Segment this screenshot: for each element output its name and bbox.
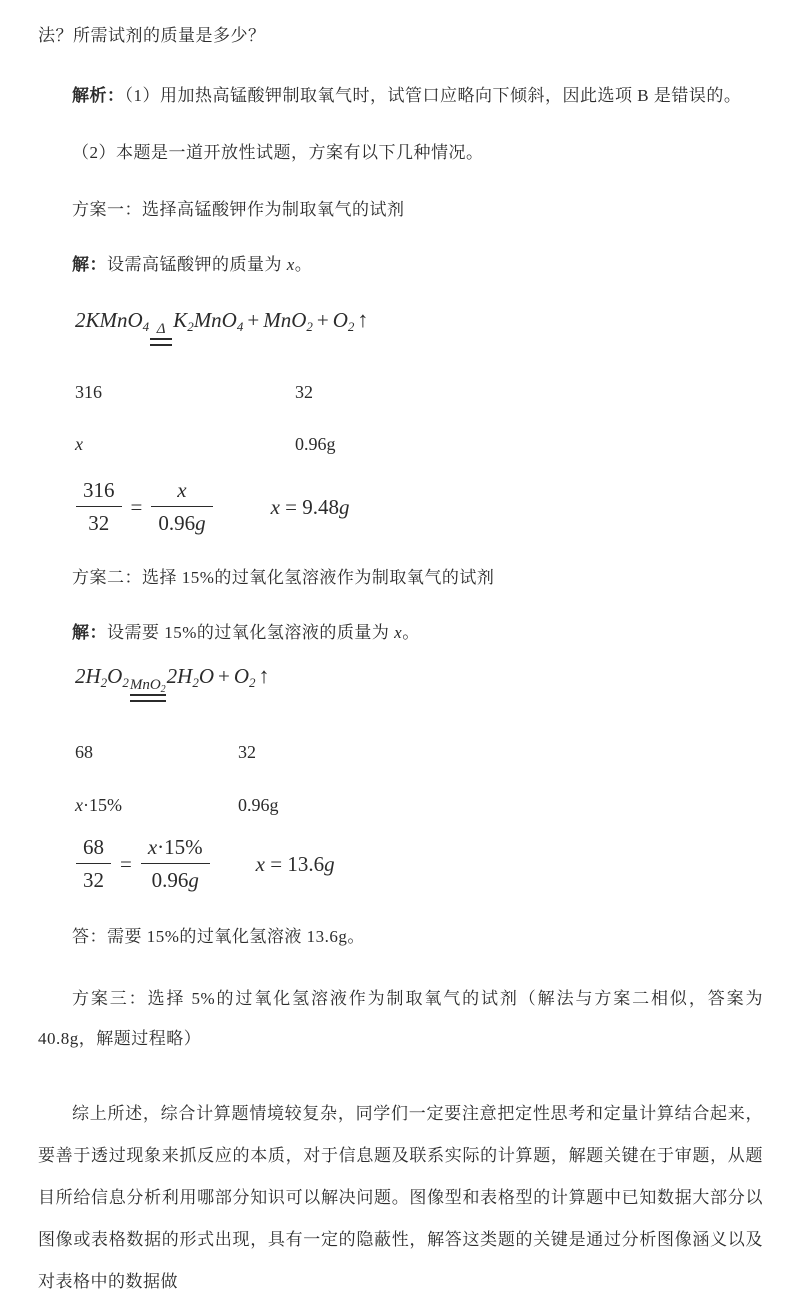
mass-unit: g xyxy=(195,511,206,535)
equals-bar xyxy=(130,694,166,702)
plan2-solve-line xyxy=(38,621,763,645)
equals-sign: = xyxy=(130,494,143,519)
eq1-product1b: MnO xyxy=(193,308,237,332)
fraction-numerator-x: x xyxy=(177,478,187,502)
fraction-denominator: 32 xyxy=(76,506,122,534)
answer-line: 答：需要 15%的过氧化氢溶液 13.6g。 xyxy=(72,927,365,946)
gas-up-arrow: ↑ xyxy=(258,663,270,688)
molar-mass-32: 32 xyxy=(295,382,313,402)
chemical-equation-kmno4 xyxy=(75,305,763,346)
eq1-reactant-subscript: 4 xyxy=(142,319,150,334)
fraction-denominator-mass xyxy=(151,506,212,534)
eq1-product3-sub: 2 xyxy=(347,319,355,334)
mass-value: 0.96 xyxy=(158,511,196,535)
summary-paragraph: 综上所述，综合计算题情境较复杂，同学们一定要注意把定性思考和定量计算结合起来，要善于透过现象来抓反应的本质，对于信息题及联系实际的计算题，解题关键在于审题，从题目所给信息分析利用哪部分知识可以解决问题。图像型和表格型的计算题中已知数据大部分以图像或表格数据的形式出现，具有一定的隐蔽性，解答这类题的关键是通过分析图像涵义以及对表格中的数据做 xyxy=(38,1104,763,1291)
result-unit: g xyxy=(339,494,350,519)
delta-condition: Δ xyxy=(156,321,166,337)
fraction-numerator-x15 xyxy=(141,837,210,863)
eq1-product1-sub2: 4 xyxy=(236,319,244,334)
eq2-reactant-o: O xyxy=(107,664,123,688)
plan1-solve-line xyxy=(38,253,763,277)
result-value: 9.48 xyxy=(302,494,340,519)
eq2-reactant-h: H xyxy=(85,664,101,688)
analysis-label: 解析： xyxy=(72,86,125,105)
proportion-equation-1 xyxy=(76,480,763,534)
fraction-right xyxy=(141,837,210,891)
solve1-label: 解： xyxy=(72,255,107,274)
chemical-equation-h2o2 xyxy=(75,661,763,702)
result-variable: x xyxy=(270,494,280,519)
eq2-product-h: H xyxy=(177,664,193,688)
percent-factor: ·15% xyxy=(83,795,122,815)
unknown-x-15pct xyxy=(75,793,238,817)
eq2-oxygen-sub: 2 xyxy=(249,675,256,690)
plus-operator: + xyxy=(218,664,230,688)
eq1-product1-sub1: 2 xyxy=(187,319,194,334)
unknown-x: x xyxy=(75,434,83,454)
equals-sign: = xyxy=(120,851,132,876)
result-equals: = xyxy=(265,851,288,876)
eq2-oxygen: O xyxy=(233,664,250,688)
eq1-product2-sub: 2 xyxy=(306,319,313,334)
mass-unit: g xyxy=(188,868,199,892)
solve2-period: 。 xyxy=(402,623,420,642)
given-mass: 0.96g xyxy=(238,795,279,815)
molar-mass-32: 32 xyxy=(238,742,256,762)
unknown-x: x xyxy=(75,795,83,815)
eq2-reactant-sub1: 2 xyxy=(100,675,108,690)
plan3-paragraph: 方案三：选择 5%的过氧化氢溶液作为制取氧气的试剂（解法与方案二相似，答案为 40.8g，解题过程略） xyxy=(38,989,763,1048)
equals-bar xyxy=(150,338,172,346)
unknown-row-2 xyxy=(75,793,763,817)
intro-line: 法？所需试剂的质量是多少？ xyxy=(38,26,266,45)
eq1-product3: O xyxy=(332,308,348,332)
plus-operator: + xyxy=(316,308,329,332)
molar-mass-316: 316 xyxy=(75,382,102,402)
mno2-catalyst-condition xyxy=(130,677,166,693)
proportion-equation-2 xyxy=(76,837,763,891)
result-equals: = xyxy=(279,494,303,519)
solve2-text: 设需要 15%的过氧化氢溶液的质量为 xyxy=(107,623,395,642)
given-mass: 0.96g xyxy=(295,434,336,454)
solution-result-1 xyxy=(271,495,350,520)
result-variable: x xyxy=(255,851,265,876)
plus-operator: + xyxy=(247,308,260,332)
solve2-label: 解： xyxy=(72,623,107,642)
fraction-left xyxy=(76,837,111,891)
numerator-percent: ·15% xyxy=(157,835,203,859)
fraction-numerator: 316 xyxy=(83,478,115,502)
eq2-product-sub: 2 xyxy=(192,675,199,690)
plan2-title: 方案二：选择 15%的过氧化氢溶液作为制取氧气的试剂 xyxy=(72,568,495,587)
plan1-title: 方案一：选择高锰酸钾作为制取氧气的试剂 xyxy=(72,200,405,219)
solve1-text: 设需高锰酸钾的质量为 xyxy=(107,255,287,274)
eq1-condition-over-equals xyxy=(150,321,172,346)
solve2-variable: x xyxy=(394,623,403,642)
eq1-reactant: 2KMnO xyxy=(75,308,143,332)
fraction-left xyxy=(76,480,122,534)
gas-up-arrow: ↑ xyxy=(357,307,369,332)
part2-paragraph: （2）本题是一道开放性试题，方案有以下几种情况。 xyxy=(72,143,484,162)
result-value: 13.6 xyxy=(287,851,325,876)
solve1-variable: x xyxy=(286,255,295,274)
unknown-row-1 xyxy=(75,432,763,456)
catalyst-subscript: 2 xyxy=(160,684,166,695)
solve1-period: 。 xyxy=(294,255,313,274)
molar-mass-row-2 xyxy=(75,740,763,764)
eq1-product2: MnO xyxy=(263,308,307,332)
analysis-text: （1）用加热高锰酸钾制取氧气时，试管口应略向下倾斜，因此选项 B 是错误的。 xyxy=(124,86,742,105)
fraction-denominator-mass xyxy=(141,863,210,891)
molar-mass-row-1 xyxy=(75,380,763,404)
eq2-product-o: O xyxy=(198,664,215,688)
mass-value: 0.96 xyxy=(151,868,189,892)
numerator-variable: x xyxy=(147,835,158,859)
molar-mass-68: 68 xyxy=(75,742,93,762)
eq1-product1: K xyxy=(173,308,188,332)
catalyst-formula: MnO xyxy=(129,677,161,693)
solution-result-2 xyxy=(256,852,335,877)
result-unit: g xyxy=(324,851,335,876)
fraction-denominator: 32 xyxy=(76,863,111,891)
analysis-paragraph xyxy=(38,84,763,108)
eq2-coefficient: 2 xyxy=(75,664,86,688)
eq2-condition-over-equals xyxy=(130,677,166,702)
eq2-product-coefficient: 2 xyxy=(166,664,178,688)
eq2-reactant-sub2: 2 xyxy=(122,675,129,690)
fraction-numerator: 68 xyxy=(83,835,104,859)
fraction-right xyxy=(151,480,212,534)
